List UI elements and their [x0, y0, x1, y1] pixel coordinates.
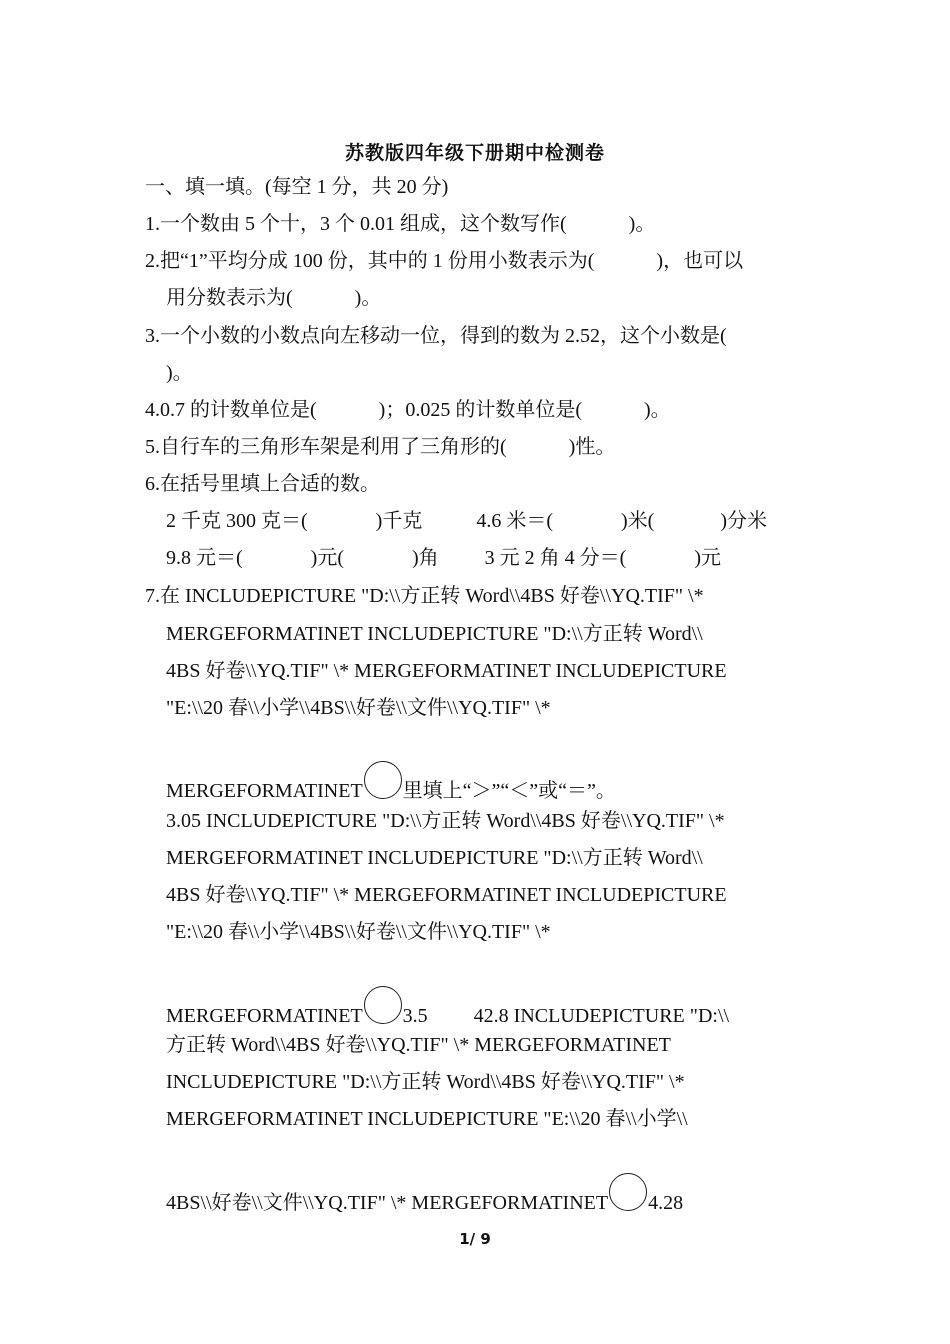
question-7-line-11: 方正转 Word\\4BS 好卷\\YQ.TIF" \* MERGEFORMATINET: [166, 1034, 671, 1056]
question-1: 1.一个数由 5 个十，3 个 0.01 组成，这个数写作( )。: [145, 213, 656, 235]
question-7-line-12: INCLUDEPICTURE "D:\\方正转 Word\\4BS 好卷\\YQ.TIF" \*: [166, 1071, 685, 1093]
question-6-row-2: 9.8 元＝( )元( )角 3 元 2 角 4 分＝( )元: [166, 547, 722, 569]
page-number: 1/ 9: [459, 1230, 491, 1248]
question-7-line-4: "E:\\20 春\\小学\\4BS\\好卷\\文件\\YQ.TIF" \*: [166, 697, 551, 719]
question-7-line-13: MERGEFORMATINET INCLUDEPICTURE "E:\\20 春\\小学\\: [166, 1108, 688, 1130]
answer-circle-placeholder[interactable]: [364, 986, 402, 1024]
answer-circle-placeholder[interactable]: [364, 761, 402, 799]
question-7-line-9: "E:\\20 春\\小学\\4BS\\好卷\\文件\\YQ.TIF" \*: [166, 921, 551, 943]
question-3-line-2: )。: [166, 362, 193, 384]
page-title: 苏教版四年级下册期中检测卷: [344, 143, 605, 164]
section-heading: 一、填一填。(每空 1 分，共 20 分): [145, 176, 449, 198]
question-6-stem: 6.在括号里填上合适的数。: [145, 473, 380, 495]
question-7-line-10: MERGEFORMATINET 3.5 42.8 INCLUDEPICTURE "D:\\: [166, 986, 729, 1029]
question-7-line-14: 4BS\\好卷\\文件\\YQ.TIF" \* MERGEFORMATINET 4.28: [166, 1173, 683, 1216]
question-7-line-5: MERGEFORMATINET 里填上“＞”“＜”或“＝”。: [166, 761, 616, 804]
question-7-line-3: 4BS 好卷\\YQ.TIF" \* MERGEFORMATINET INCLUDEPICTURE: [166, 660, 727, 682]
question-7-line-1: 7.在 INCLUDEPICTURE "D:\\方正转 Word\\4BS 好卷\\YQ.TIF" \*: [145, 585, 704, 607]
question-3-line-1: 3.一个小数的小数点向左移动一位，得到的数为 2.52，这个小数是(: [145, 325, 727, 347]
question-2-line-1: 2.把“1”平均分成 100 份，其中的 1 份用小数表示为( )，也可以: [145, 250, 744, 272]
question-6-row-1: 2 千克 300 克＝( )千克 4.6 米＝( )米( )分米: [166, 510, 768, 532]
question-5: 5.自行车的三角形车架是利用了三角形的( )性。: [145, 436, 616, 458]
answer-circle-placeholder[interactable]: [609, 1173, 647, 1211]
question-7-line-2: MERGEFORMATINET INCLUDEPICTURE "D:\\方正转 Word\\: [166, 623, 703, 645]
question-4: 4.0.7 的计数单位是( )；0.025 的计数单位是( )。: [145, 399, 671, 421]
question-7-line-8: 4BS 好卷\\YQ.TIF" \* MERGEFORMATINET INCLUDEPICTURE: [166, 884, 727, 906]
question-7-line-6: 3.05 INCLUDEPICTURE "D:\\方正转 Word\\4BS 好卷\\YQ.TIF" \*: [166, 810, 725, 832]
question-7-line-7: MERGEFORMATINET INCLUDEPICTURE "D:\\方正转 Word\\: [166, 847, 703, 869]
question-2-line-2: 用分数表示为( )。: [166, 287, 382, 309]
